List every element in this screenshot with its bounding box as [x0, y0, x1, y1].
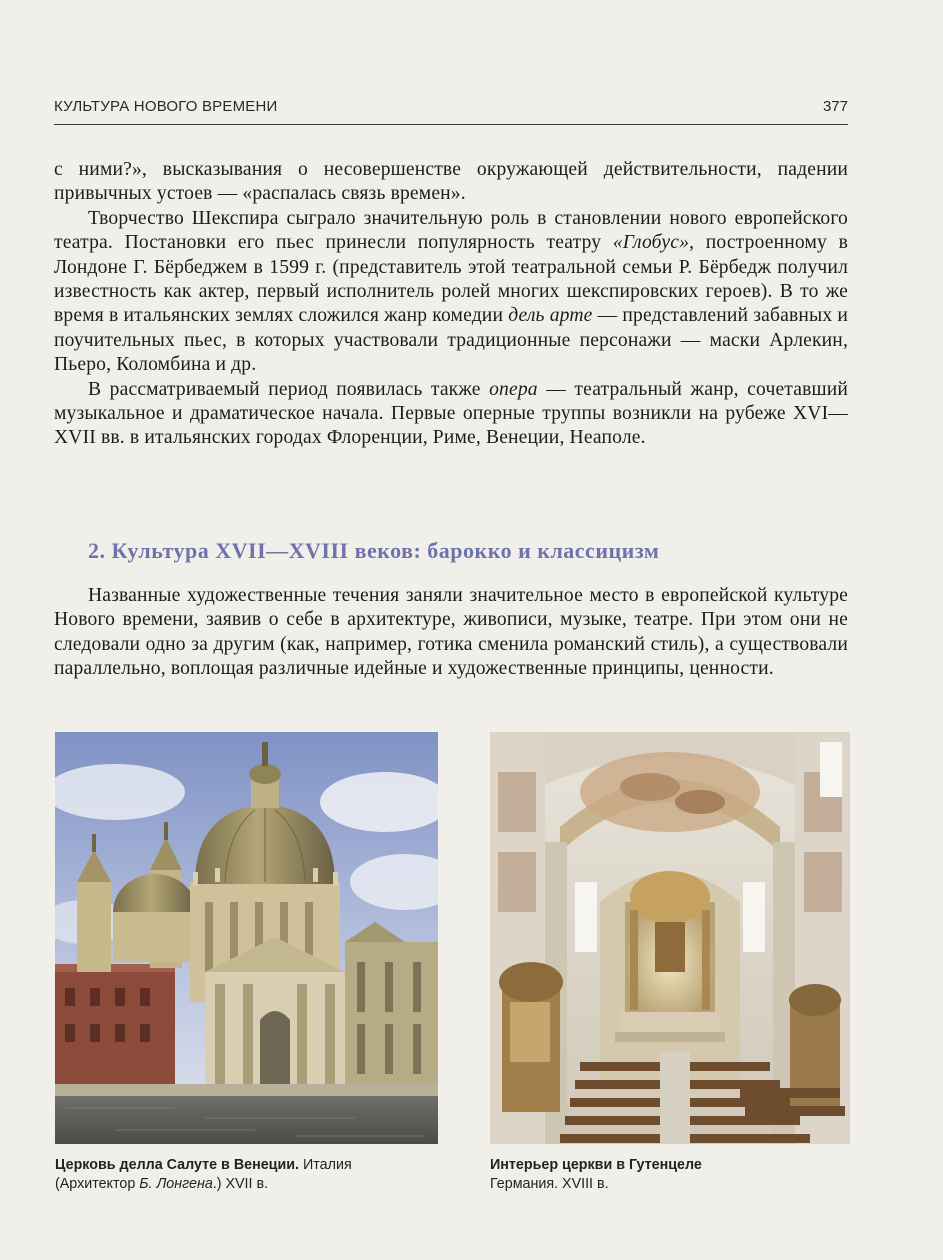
caption-guttenzell — [490, 1156, 850, 1194]
figure-salute-church — [55, 732, 438, 1144]
paragraph-shakespeare-part-1: Творчество Шекспира сыграло значительную роль в становлении нового европейского театра. Постановки его пьес принесли популярность театру — [54, 207, 848, 254]
section-paragraph: Названные художественные течения заняли значительное место в европейской культуре Нового времени, заявив о себе в архитектуре, живописи, музыке, театре. При этом они не следовали одно за другим (как, например, готика сменила романский стиль), а существовали параллельно, воплощая различные идейные и художественные принципы, ценности. — [54, 585, 848, 680]
section-text-block — [54, 584, 848, 682]
paragraph-opera-part-2: — театральный жанр, сочетавший музыкальное и драматическое начала. Первые оперные труппы возникли на рубеже XVI—XVII вв. в итальянских городах Флоренции, Риме, Венеции, Неаполе. — [54, 378, 849, 449]
running-title: КУЛЬТУРА НОВОГО ВРЕМЕНИ — [54, 98, 278, 115]
paragraph-continuation: с ними?», высказывания о несовершенстве окружающей действительности, падении привычных устоев — «распалась связь времен». — [54, 159, 848, 205]
caption-salute-prefix: (Архитектор — [55, 1176, 140, 1192]
intro-text-block — [54, 158, 848, 451]
caption-guttenzell-title: Интерьер церкви в Гутенцеле — [490, 1157, 702, 1173]
caption-salute-country: Италия — [299, 1157, 352, 1173]
caption-salute-architect: Б. Лонгена — [139, 1176, 213, 1192]
paragraph-shakespeare-part-2: , построенному в Лондоне Г. Бёрбеджем в 1599 г. (представитель этой театральной семьи Р. Бёрбедж получил известность как актер, первый исполнитель ролей многих шекспировских героев). В то же время в итальянских землях сложился жанр комедии — [54, 232, 848, 327]
paragraph-opera — [54, 378, 848, 451]
church-interior-photo — [490, 732, 850, 1144]
salute-church-photo — [55, 732, 438, 1144]
paragraph-shakespeare-part-3: — представлений забавных и поучительных пьес, в которых участвовали традиционные персонажи — маски Арлекин, Пьеро, Коломбина и др. — [54, 305, 848, 376]
caption-salute-church — [55, 1156, 438, 1194]
caption-salute-suffix: .) XVII в. — [212, 1176, 269, 1192]
section-heading: 2. Культура XVII—XVIII веков: барокко и классицизм — [88, 538, 660, 563]
dell-arte-term: дель арте — [508, 305, 593, 327]
running-header — [54, 98, 848, 125]
page-number: 377 — [822, 98, 848, 115]
globe-theatre-term: «Глобус» — [612, 232, 690, 254]
opera-term: опера — [489, 378, 538, 400]
caption-salute-title: Церковь делла Салуте в Венеции. — [55, 1157, 300, 1173]
paragraph-opera-part-1: В рассматриваемый период появилась также — [88, 378, 490, 400]
caption-guttenzell-details: Германия. XVIII в. — [490, 1176, 609, 1192]
figure-guttenzell-interior — [490, 732, 850, 1144]
paragraph-shakespeare — [54, 207, 848, 378]
